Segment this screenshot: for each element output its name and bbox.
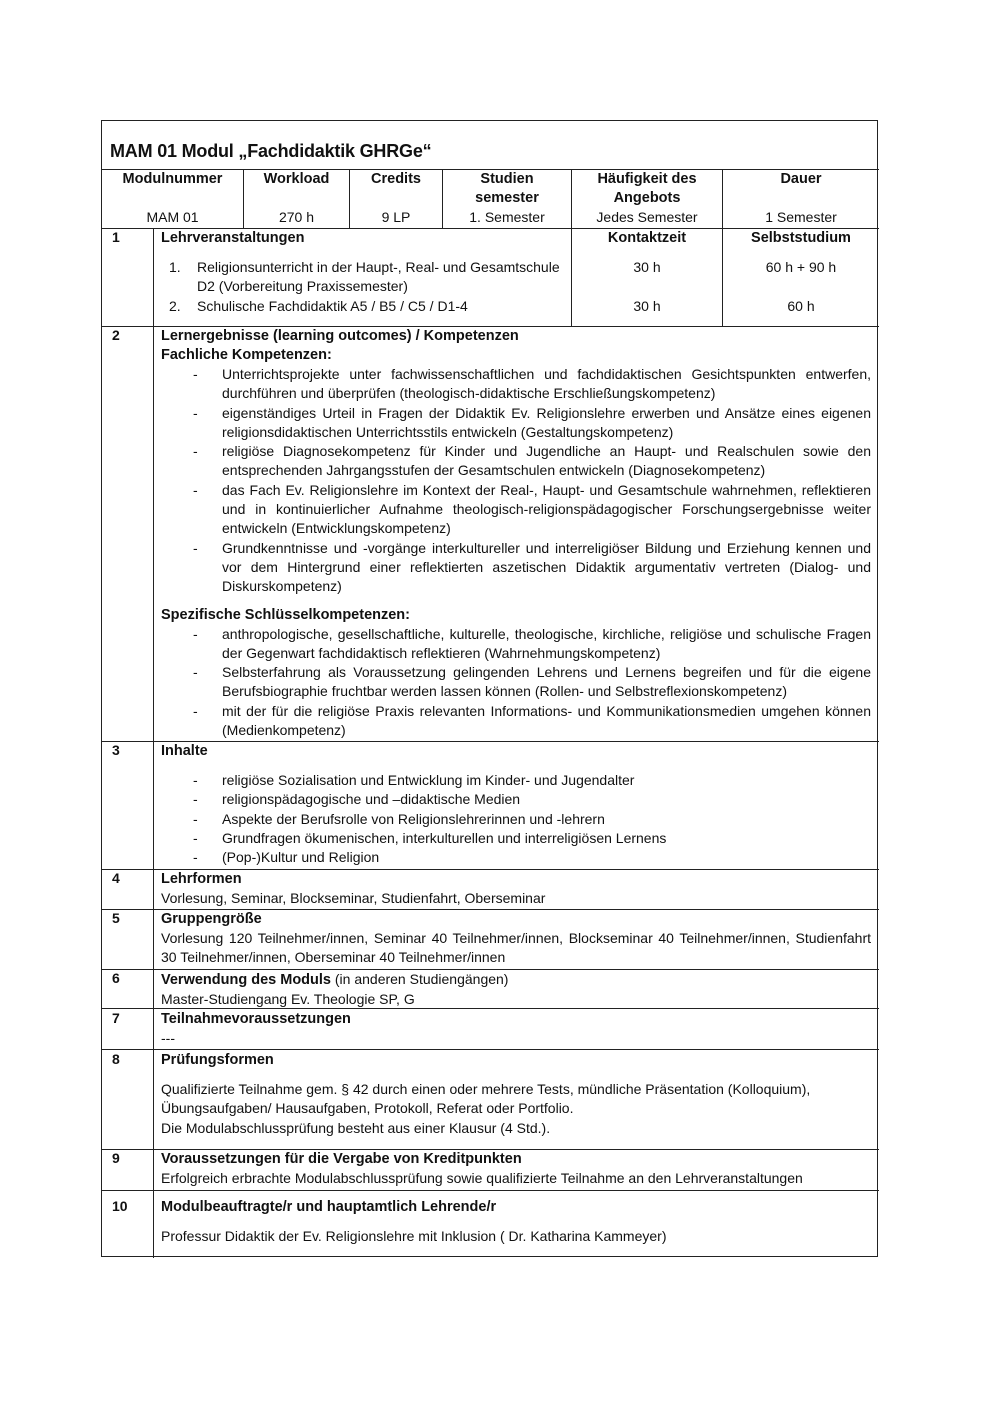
- header-modulnummer: Modulnummer: [122, 171, 223, 187]
- list-item: - Grundfragen ökumenischen, interkulturellen und interreligiösen Lernens: [162, 829, 871, 848]
- list-item: - eigenständiges Urteil in Fragen der Didaktik Ev. Religionslehre erwerben und Ansätze eines eigenen religionsdidaktischen Unterrichtsstils entwickeln (Gestaltungskompetenz): [162, 404, 871, 443]
- section-text: Qualifizierte Teilnahme gem. § 42 durch einen oder mehrere Tests, mündliche Präsentation (Kolloquium),: [161, 1081, 811, 1097]
- header-kontaktzeit: Kontaktzeit: [607, 230, 687, 246]
- header-studiensemester-line2: semester: [475, 190, 539, 206]
- section-heading-lernergebnisse: Lernergebnisse (learning outcomes) / Kompetenzen: [161, 328, 519, 344]
- section-kreditpunkte: [161, 1150, 871, 1188]
- module-title: MAM 01 Modul „Fachdidaktik GHRGe“: [110, 141, 432, 161]
- module-description-table: [101, 120, 878, 1257]
- header-studiensemester: [443, 170, 571, 208]
- section-number: 3: [112, 742, 120, 758]
- header-haeufigkeit-line2: Angebots: [613, 190, 681, 206]
- item-number: 1.: [169, 259, 181, 275]
- section-heading-modulbeauftragte: Modulbeauftragte/r und hauptamtlich Lehrende/r: [161, 1199, 497, 1215]
- section-heading-pruefungsformen: Prüfungsformen: [161, 1052, 274, 1068]
- section-verwendung: [161, 970, 871, 1009]
- list-item: - religionspädagogische und –didaktische Medien: [162, 790, 871, 809]
- section-number: 7: [112, 1010, 120, 1026]
- header-studiensemester-line1: Studien: [480, 171, 534, 187]
- item-text: D2 (Vorbereitung Praxissemester): [197, 278, 408, 295]
- header-dauer: Dauer: [780, 171, 822, 187]
- header-selbststudium: Selbststudium: [751, 230, 851, 246]
- header-credits: Credits: [371, 171, 421, 187]
- section-heading-teilnahmevoraussetzungen: Teilnahmevoraussetzungen: [161, 1011, 351, 1027]
- list-item: - Unterrichtsprojekte unter fachwissenschaftlichen und fachdidaktischen Gesichtspunkten entwerfen, durchführen und überprüfen (theologisch-didaktische Erschließungskompetenz): [162, 365, 871, 404]
- section-heading-verwendung: Verwendung des Moduls: [161, 972, 331, 988]
- section-number: 4: [112, 870, 120, 886]
- section-number: 8: [112, 1051, 120, 1067]
- list-item: - anthropologische, gesellschaftliche, kulturelle, theologische, kirchliche, religiöse und schulische Fragen der Gegenwart fachdidaktisch reflektieren (Wahrnehmungskompetenz): [162, 625, 871, 664]
- section-pruefungsformen: [161, 1051, 871, 1138]
- header-workload: Workload: [263, 171, 330, 187]
- section-heading-lehrformen: Lehrformen: [161, 871, 242, 887]
- list-item: - Grundkenntnisse und -vorgänge interkultureller und interreligiöser Bildung und Erziehung kennen und vor dem Hintergrund einer reflektierten aszetischen Didaktik argumentativ vertreten (Dialog- und Diskurskompetenz): [162, 539, 871, 597]
- value-credits: 9 LP: [381, 209, 411, 225]
- section-text: Übungsaufgaben/ Hausaufgaben, Protokoll, Referat oder Portfolio.: [161, 1100, 574, 1117]
- row-divider: [102, 1190, 879, 1191]
- section-text: Die Modulabschlussprüfung besteht aus einer Klausur (4 Std.).: [161, 1119, 551, 1136]
- list-item: - religiöse Sozialisation und Entwicklung im Kinder- und Jugendalter: [162, 771, 871, 790]
- list-item: - mit der für die religiöse Praxis relevanten Informations- und Kommunikationsmedien umgehen können (Medienkompetenz): [162, 702, 871, 741]
- list-item: - Selbsterfahrung als Voraussetzung gelingenden Lehrens und Lernens begreifen und für die eigene Berufsbiographie fruchtbar werden lassen können (Rollen- und Selbstreflexionskompetenz): [162, 663, 871, 702]
- list-item: - Aspekte der Berufsrolle von Religionslehrerinnen und -lehrern: [162, 810, 871, 829]
- value-dauer: 1 Semester: [765, 209, 837, 225]
- section-number: 10: [112, 1198, 128, 1214]
- section-gruppengroesse: [161, 910, 871, 968]
- subheading-fachliche-kompetenzen: Fachliche Kompetenzen:: [161, 347, 332, 363]
- list-item: [161, 258, 566, 297]
- col-divider: [153, 228, 154, 1258]
- section-text: Vorlesung 120 Teilnehmer/innen, Seminar 40 Teilnehmer/innen, Blockseminar 40 Teilnehmer/innen, Studienfahrt 30 Teilnehmer/innen, Oberseminar 40 Teilnehmer/innen: [161, 930, 871, 966]
- section-lernergebnisse: [161, 327, 871, 740]
- value-semester: 1. Semester: [469, 209, 545, 225]
- section-text: Erfolgreich erbrachte Modulabschlussprüfung sowie qualifizierte Teilnahme an den Lehrveranstaltungen: [161, 1170, 803, 1186]
- section-number: 5: [112, 910, 120, 926]
- section-number: 9: [112, 1150, 120, 1166]
- section-number: 1: [112, 229, 120, 245]
- section-number: 2: [112, 327, 120, 343]
- kontaktzeit-value: 30 h: [633, 259, 661, 275]
- header-haeufigkeit-line1: Häufigkeit des: [597, 171, 697, 187]
- value-modulnummer: MAM 01: [146, 209, 199, 225]
- item-number: 2.: [169, 297, 181, 314]
- section-text: Vorlesung, Seminar, Blockseminar, Studienfahrt, Oberseminar: [161, 890, 546, 906]
- item-text: Religionsunterricht in der Haupt-, Real- und Gesamtschule: [197, 259, 560, 275]
- section-inhalte: [161, 742, 871, 867]
- selbststudium-value: 60 h + 90 h: [765, 259, 837, 275]
- list-item: - (Pop-)Kultur und Religion: [162, 848, 871, 867]
- lehrveranstaltungen-list: [161, 258, 566, 316]
- kontaktzeit-value: 30 h: [633, 298, 661, 314]
- header-haeufigkeit: [572, 170, 722, 208]
- list-item: [161, 297, 566, 316]
- section-heading-suffix: (in anderen Studiengängen): [331, 971, 509, 987]
- section-heading-kreditpunkte: Voraussetzungen für die Vergabe von Kreditpunkten: [161, 1151, 522, 1167]
- list-item: - das Fach Ev. Religionslehre im Kontext der Real-, Haupt- und Gesamtschule wahrnehmen, reflektieren und in kontinuierlicher Aufnahme theologisch-religionspädagogischer Forschungsergebnisse weiter entwickeln (Entwicklungskompetenz): [162, 481, 871, 539]
- item-text: Schulische Fachdidaktik A5 / B5 / C5 / D1-4: [197, 297, 468, 314]
- section-heading-lehrveranstaltungen: Lehrveranstaltungen: [161, 230, 305, 246]
- section-text: Master-Studiengang Ev. Theologie SP, G: [161, 991, 415, 1007]
- value-workload: 270 h: [278, 209, 315, 225]
- list-item: - religiöse Diagnosekompetenz für Kinder und Jugendliche an Haupt- und Realschulen sowie den entsprechenden Jahrgangsstufen der Gesamtschulen entwickeln (Diagnosekompetenz): [162, 442, 871, 481]
- value-haeufigkeit: Jedes Semester: [596, 209, 698, 225]
- section-number: 6: [112, 970, 120, 986]
- section-heading-inhalte: Inhalte: [161, 743, 208, 759]
- section-modulbeauftragte: [161, 1198, 871, 1246]
- section-text: ---: [161, 1030, 175, 1046]
- section-lehrformen: [161, 870, 871, 908]
- selbststudium-value: 60 h: [787, 298, 815, 314]
- section-heading-gruppengroesse: Gruppengröße: [161, 911, 262, 927]
- section-teilnahmevoraussetzungen: [161, 1010, 871, 1048]
- subheading-schluesselkompetenzen: Spezifische Schlüsselkompetenzen:: [161, 606, 410, 623]
- row-divider: [102, 1049, 879, 1050]
- section-text: Professur Didaktik der Ev. Religionslehre mit Inklusion ( Dr. Katharina Kammeyer): [161, 1228, 667, 1244]
